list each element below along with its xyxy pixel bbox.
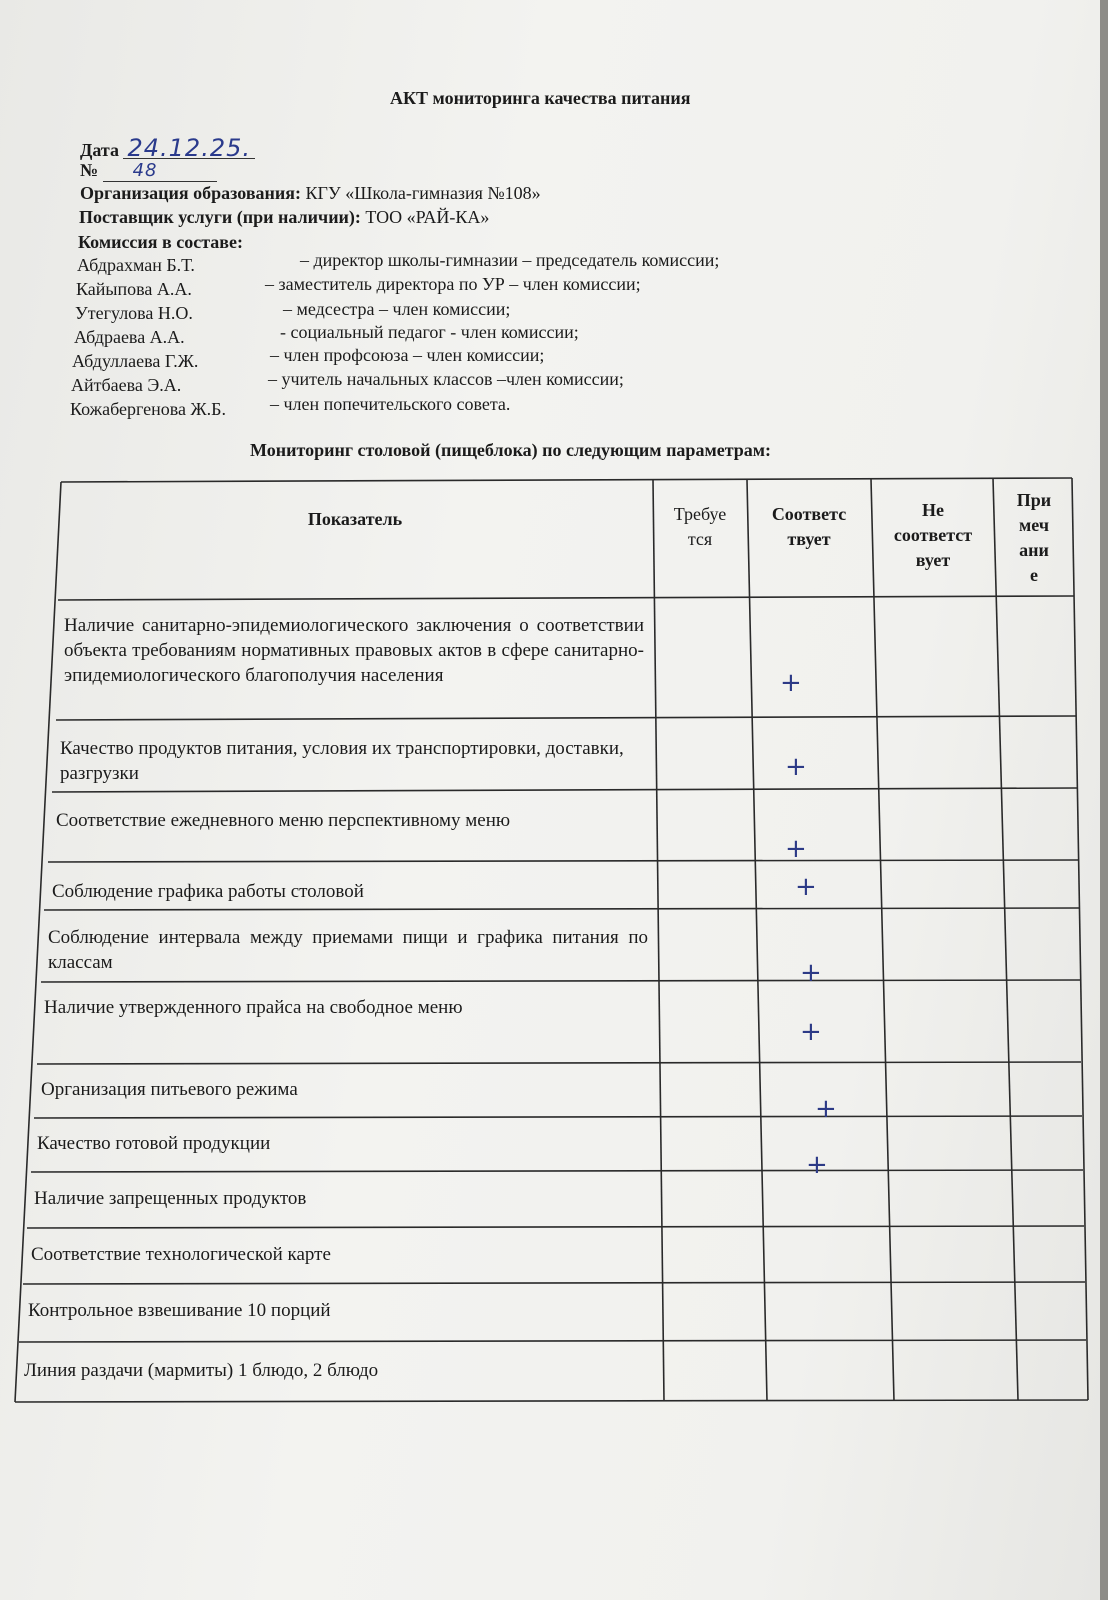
member-name: Утегулова Н.О. <box>75 303 193 323</box>
member-role: – директор школы-гимназии – председатель комиссии; <box>300 250 720 270</box>
supplier-label: Поставщик услуги (при наличии): <box>79 207 361 227</box>
table-row-indicator: Качество продуктов питания, условия их транспортировки, доставки, разгрузки <box>60 738 624 784</box>
commission-label: Комиссия в составе: <box>78 232 243 252</box>
member-name: Кайыпова А.А. <box>76 279 192 299</box>
member-name: Абдуллаева Г.Ж. <box>72 351 199 371</box>
check-mark: + <box>800 1017 822 1047</box>
table-row-indicator: Качество готовой продукции <box>37 1133 271 1154</box>
monitoring-subtitle: Мониторинг столовой (пищеблока) по следующим параметрам: <box>250 440 772 460</box>
table-row-indicator: Контрольное взвешивание 10 порций <box>28 1300 331 1321</box>
table-row-indicator: Соблюдение графика работы столовой <box>52 881 364 902</box>
header-indicator: Показатель <box>307 509 403 529</box>
header-note-line: При <box>1016 490 1052 510</box>
org-value: КГУ «Школа-гимназия №108» <box>305 183 541 203</box>
header-not-complies-line: Не <box>922 500 944 520</box>
check-mark: + <box>806 1150 828 1180</box>
table-row-indicator: Соблюдение интервала между приемами пищи и графика питания по классам <box>48 927 648 973</box>
header-required-line: тся <box>687 529 713 549</box>
header-complies-line: твует <box>787 529 831 549</box>
table-row-indicator: Наличие утвержденного прайса на свободное меню <box>44 997 463 1018</box>
header-complies-line: Соответс <box>771 504 847 524</box>
date-label: Дата <box>80 140 119 160</box>
document-title: АКТ мониторинга качества питания <box>390 88 691 108</box>
member-role: – член попечительского совета. <box>270 394 511 414</box>
check-mark: + <box>800 958 822 988</box>
member-role: – учитель начальных классов –член комиссии; <box>268 369 624 389</box>
check-mark: + <box>815 1094 837 1124</box>
table-row-indicator: Наличие запрещенных продуктов <box>34 1188 307 1209</box>
org-label: Организация образования: <box>80 183 302 203</box>
member-name: Кожабергенова Ж.Б. <box>70 399 226 419</box>
header-not-complies-line: вует <box>915 550 951 570</box>
check-mark: + <box>780 668 802 698</box>
member-name: Абдраева А.А. <box>74 327 185 347</box>
member-role: – медсестра – член комиссии; <box>283 299 511 319</box>
header-required <box>655 502 745 552</box>
header-not-complies <box>873 498 993 573</box>
header-note-line: меч <box>1019 515 1049 535</box>
date-value: 24.12.25. <box>123 138 255 159</box>
number-value: 48 <box>103 161 217 182</box>
table-row-indicator: Линия раздачи (мармиты) 1 блюдо, 2 блюдо <box>24 1360 379 1381</box>
table-row-indicator: Наличие санитарно-эпидемиологического заключения о соответствии объекта требованиям нормативных правовых актов в сфере санитарно-эпидемиологического благополучия населения <box>64 615 644 686</box>
member-role: – заместитель директора по УР – член комиссии; <box>265 274 641 294</box>
member-role: - социальный педагог - член комиссии; <box>280 322 579 342</box>
member-role: – член профсоюза – член комиссии; <box>270 345 545 365</box>
header-note-line: е <box>1030 565 1038 585</box>
member-name: Абдрахман Б.Т. <box>77 255 195 275</box>
header-complies <box>749 502 869 552</box>
table-row-indicator: Соответствие технологической карте <box>31 1244 331 1265</box>
supplier-value: ТОО «РАЙ-КА» <box>365 207 490 227</box>
header-note <box>996 488 1072 588</box>
member-name: Айтбаева Э.А. <box>71 375 182 395</box>
number-label: № <box>80 160 99 180</box>
check-mark: + <box>795 872 817 902</box>
header-required-line: Требуе <box>673 504 727 524</box>
header-not-complies-line: соответст <box>893 525 973 545</box>
check-mark: + <box>785 752 807 782</box>
header-note-line: ани <box>1019 540 1049 560</box>
table-row-indicator: Соответствие ежедневного меню перспективному меню <box>56 810 511 831</box>
check-mark: + <box>785 834 807 864</box>
table-row-indicator: Организация питьевого режима <box>41 1079 298 1100</box>
